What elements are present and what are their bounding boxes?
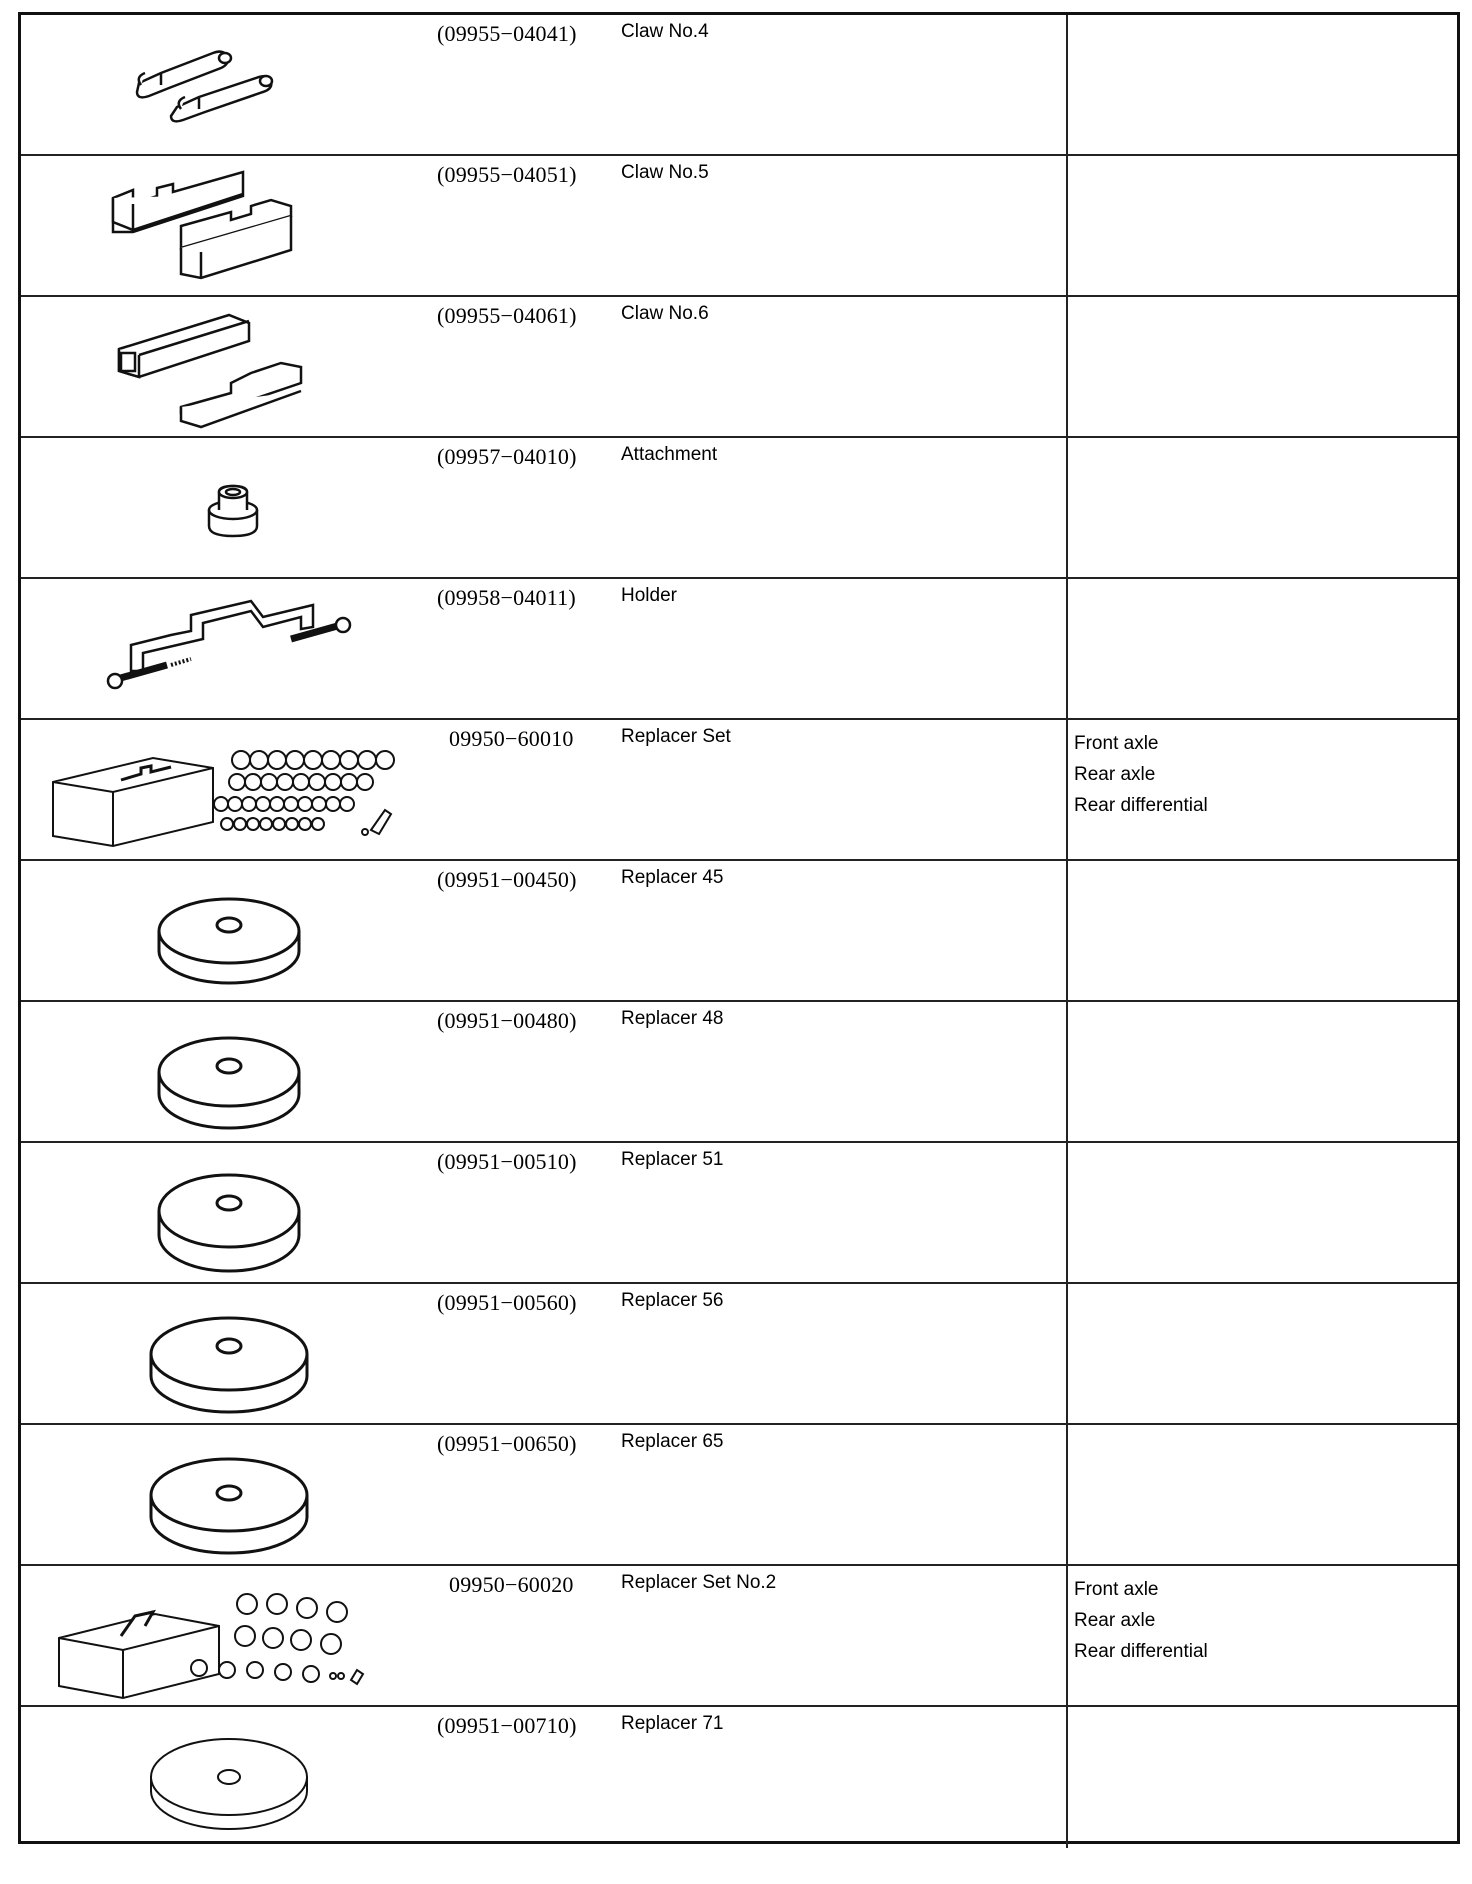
table-row bbox=[21, 1566, 1457, 1707]
table-row bbox=[21, 297, 1457, 438]
part-number: (09958−04011) bbox=[437, 585, 576, 610]
tool-name: Replacer 51 bbox=[621, 1149, 724, 1170]
tool-name: Replacer 48 bbox=[621, 1008, 724, 1029]
column-divider bbox=[1066, 1707, 1068, 1848]
column-divider bbox=[1066, 156, 1068, 297]
claw-no6-icon bbox=[21, 297, 441, 436]
replacer-disc-icon bbox=[21, 1143, 441, 1282]
note-item: Rear differential bbox=[1074, 1641, 1208, 1662]
column-divider bbox=[1066, 1143, 1068, 1284]
replacer-set-icon bbox=[21, 1566, 441, 1705]
note-item: Front axle bbox=[1074, 733, 1159, 754]
replacer-set-icon bbox=[21, 720, 441, 859]
part-number: (09955−04051) bbox=[437, 162, 577, 187]
column-divider bbox=[1066, 438, 1068, 579]
table-row bbox=[21, 1002, 1457, 1143]
part-number: (09955−04041) bbox=[437, 21, 577, 46]
tools-table bbox=[18, 12, 1460, 1844]
part-number: 09950−60020 bbox=[449, 1572, 574, 1597]
column-divider bbox=[1066, 15, 1068, 156]
tool-name: Replacer Set No.2 bbox=[621, 1572, 777, 1593]
part-number: (09951−00710) bbox=[437, 1713, 577, 1738]
tool-name: Replacer 56 bbox=[621, 1290, 724, 1311]
part-number: (09951−00450) bbox=[437, 867, 577, 892]
table-row bbox=[21, 1143, 1457, 1284]
column-divider bbox=[1066, 579, 1068, 720]
table-row bbox=[21, 1707, 1457, 1848]
replacer-disc-icon bbox=[21, 861, 441, 1000]
part-number: 09950−60010 bbox=[449, 726, 574, 751]
column-divider bbox=[1066, 1002, 1068, 1143]
note-item: Rear axle bbox=[1074, 764, 1156, 785]
application-notes bbox=[1074, 1574, 1208, 1667]
part-number: (09951−00510) bbox=[437, 1149, 577, 1174]
tool-name: Claw No.4 bbox=[621, 21, 709, 42]
replacer-disc-icon bbox=[21, 1002, 441, 1141]
tool-name: Replacer 45 bbox=[621, 867, 724, 888]
column-divider bbox=[1066, 1425, 1068, 1566]
table-row bbox=[21, 861, 1457, 1002]
holder-icon bbox=[21, 579, 441, 718]
tool-name: Holder bbox=[621, 585, 677, 606]
part-number: (09957−04010) bbox=[437, 444, 577, 469]
tool-name: Replacer 71 bbox=[621, 1713, 724, 1734]
table-row bbox=[21, 1425, 1457, 1566]
note-item: Rear differential bbox=[1074, 795, 1208, 816]
table-row bbox=[21, 156, 1457, 297]
table-row bbox=[21, 720, 1457, 861]
table-row bbox=[21, 15, 1457, 156]
note-item: Front axle bbox=[1074, 1579, 1159, 1600]
attachment-icon bbox=[21, 438, 441, 577]
tool-name: Replacer Set bbox=[621, 726, 731, 747]
column-divider bbox=[1066, 1284, 1068, 1425]
replacer-disc-icon bbox=[21, 1425, 441, 1564]
table-row bbox=[21, 438, 1457, 579]
claw-no4-icon bbox=[21, 15, 441, 154]
table-row bbox=[21, 1284, 1457, 1425]
note-item: Rear axle bbox=[1074, 1610, 1156, 1631]
tool-name: Attachment bbox=[621, 444, 718, 465]
replacer-disc-icon bbox=[21, 1284, 441, 1423]
part-number: (09951−00480) bbox=[437, 1008, 577, 1033]
part-number: (09951−00650) bbox=[437, 1431, 577, 1456]
part-number: (09951−00560) bbox=[437, 1290, 577, 1315]
table-row bbox=[21, 579, 1457, 720]
column-divider bbox=[1066, 861, 1068, 1002]
tool-name: Replacer 65 bbox=[621, 1431, 724, 1452]
column-divider bbox=[1066, 297, 1068, 438]
replacer-disc-icon bbox=[21, 1707, 441, 1846]
column-divider bbox=[1066, 720, 1068, 861]
column-divider bbox=[1066, 1566, 1068, 1707]
tool-name: Claw No.6 bbox=[621, 303, 709, 324]
claw-no5-icon bbox=[21, 156, 441, 295]
part-number: (09955−04061) bbox=[437, 303, 577, 328]
application-notes bbox=[1074, 728, 1208, 821]
tool-name: Claw No.5 bbox=[621, 162, 709, 183]
